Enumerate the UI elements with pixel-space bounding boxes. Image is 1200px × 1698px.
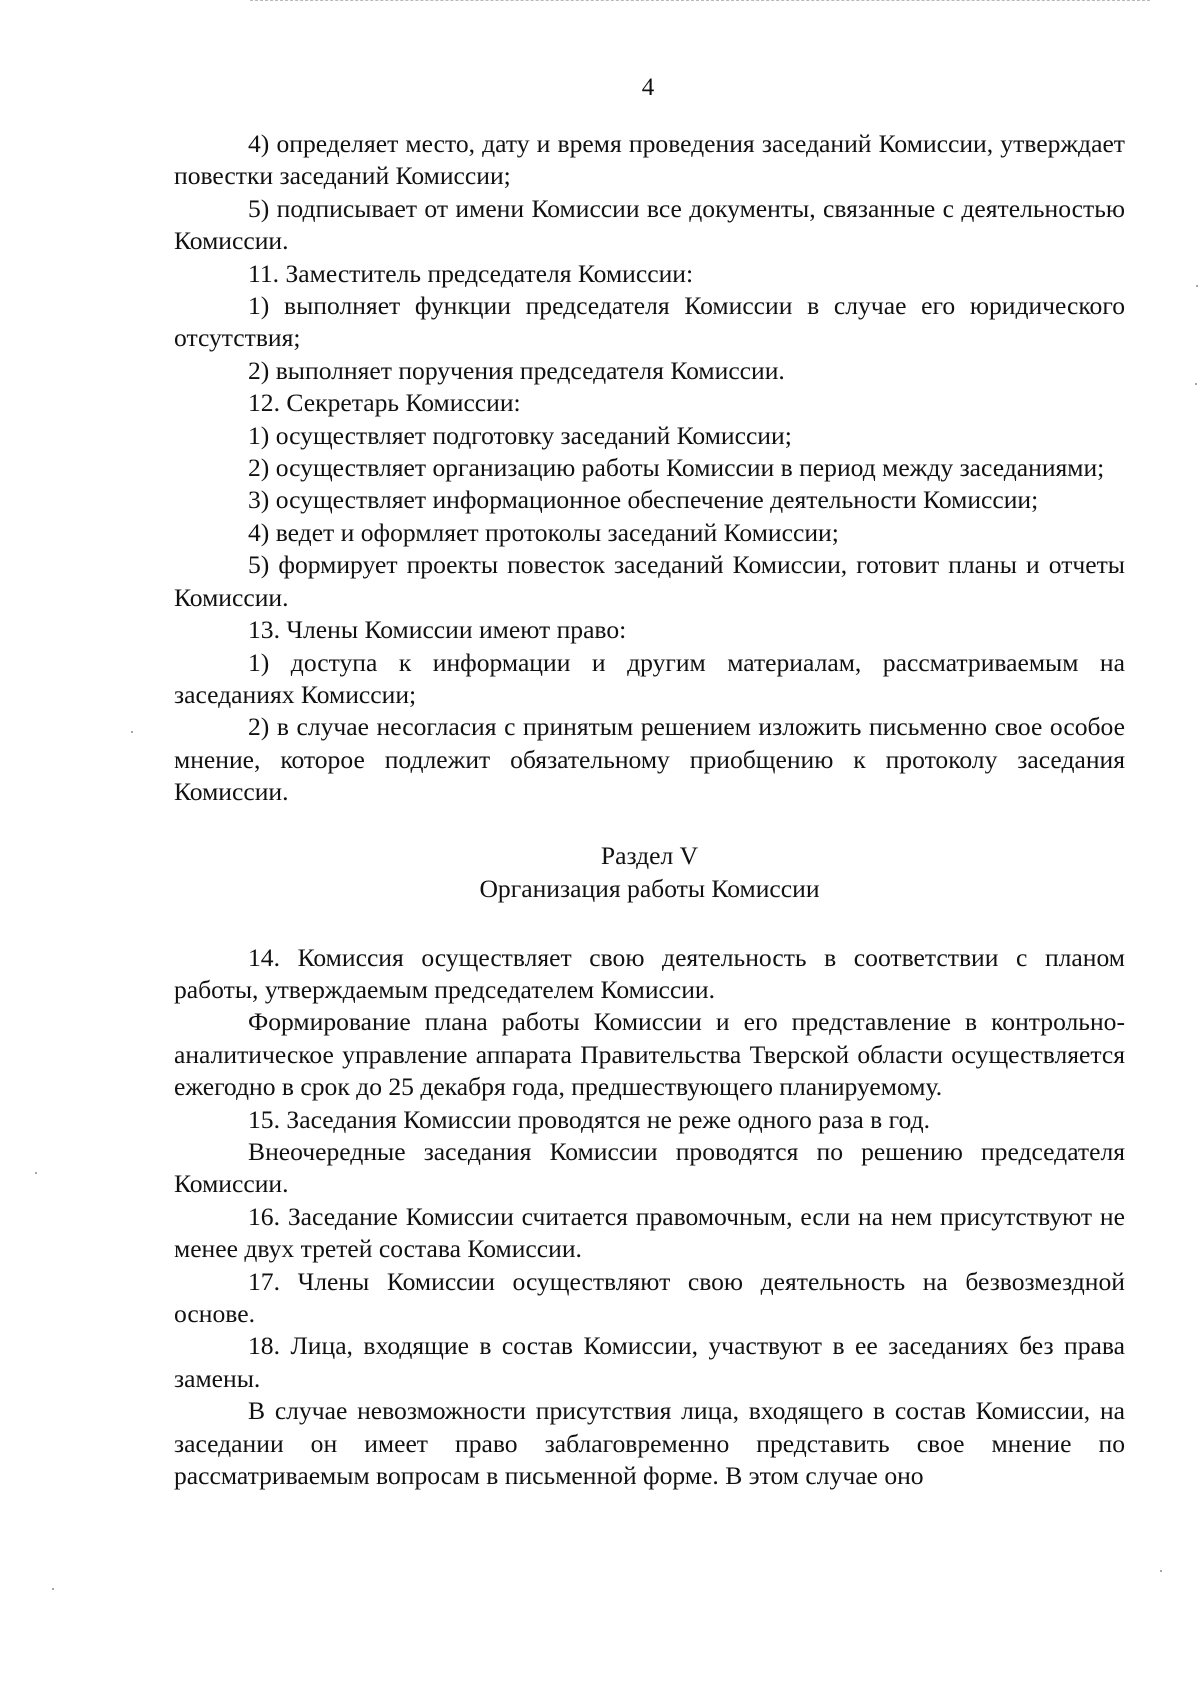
paragraph: 16. Заседание Комиссии считается правомочным, если на нем присутствуют не менее двух третей состава Комиссии. [174,1201,1125,1264]
paragraph: 3) осуществляет информационное обеспечение деятельности Комиссии; [248,485,1039,515]
paragraph: 18. Лица, входящие в состав Комиссии, участвуют в ее заседаниях без права замены. [174,1331,1125,1393]
paragraph: Формирование плана работы Комиссии и его представление в контрольно-аналитическое управление аппарата Правительства Тверской области осуществляется ежегодно в срок до 25 декабря года, предшествующего планируемому. [174,1007,1125,1102]
paragraph: 15. Заседания Комиссии проводятся не реже одного раза в год. [248,1104,930,1134]
document-body [174,128,1125,1492]
paragraph: 14. Комиссия осуществляет свою деятельность в соответствии с планом работы, утверждаемым председателем Комиссии. [174,942,1125,1004]
paragraph: 17. Члены Комиссии осуществляют свою деятельность на безвозмездной основе. [174,1266,1125,1328]
paragraph: 12. Секретарь Комиссии: [248,388,521,418]
paragraph: 1) выполняет функции председателя Комиссии в случае его юридического отсутствия; [174,291,1125,353]
paragraph: 1) осуществляет подготовку заседаний Комиссии; [248,420,792,450]
paragraph: 13. Члены Комиссии имеют право: [248,615,627,645]
page-top-edge [250,0,1150,1]
section-header [174,839,1125,905]
scan-speck [35,1172,37,1174]
scan-speck [1160,1570,1162,1572]
scan-speck [52,1588,54,1590]
paragraph: 5) подписывает от имени Комиссии все документы, связанные с деятельностью Комиссии. [174,193,1125,256]
paragraph: 5) формирует проекты повесток заседаний Комиссии, готовит планы и отчеты Комиссии. [174,550,1125,612]
section-subtitle: Организация работы Комиссии [479,873,820,903]
scan-speck [1196,285,1198,287]
paragraph: 11. Заместитель председателя Комиссии: [248,258,694,288]
paragraph: 2) осуществляет организацию работы Комиссии в период между заседаниями; [248,453,1105,483]
section-title: Раздел V [600,840,699,870]
paragraph: 2) выполняет поручения председателя Комиссии. [248,355,785,385]
paragraph: 1) доступа к информации и другим материалам, рассматриваемым на заседаниях Комиссии; [174,647,1125,709]
scan-speck [131,731,133,733]
scan-speck [1195,383,1197,385]
paragraph: 4) ведет и оформляет протоколы заседаний Комиссии; [248,517,839,547]
paragraph: 2) в случае несогласия с принятым решением изложить письменно свое особое мнение, которое подлежит обязательному приобщению к протоколу заседания Комиссии. [174,712,1125,807]
paragraph: Внеочередные заседания Комиссии проводятся по решению председателя Комиссии. [174,1136,1125,1199]
paragraph: В случае невозможности присутствия лица, входящего в состав Комиссии, на заседании он имеет право заблаговременно представить свое мнение по рассматриваемым вопросам в письменной форме. В этом случае оно [174,1396,1125,1491]
page-number: 4 [641,74,655,101]
paragraph: 4) определяет место, дату и время проведения заседаний Комиссии, утверждает повестки заседаний Комиссии; [174,129,1125,191]
